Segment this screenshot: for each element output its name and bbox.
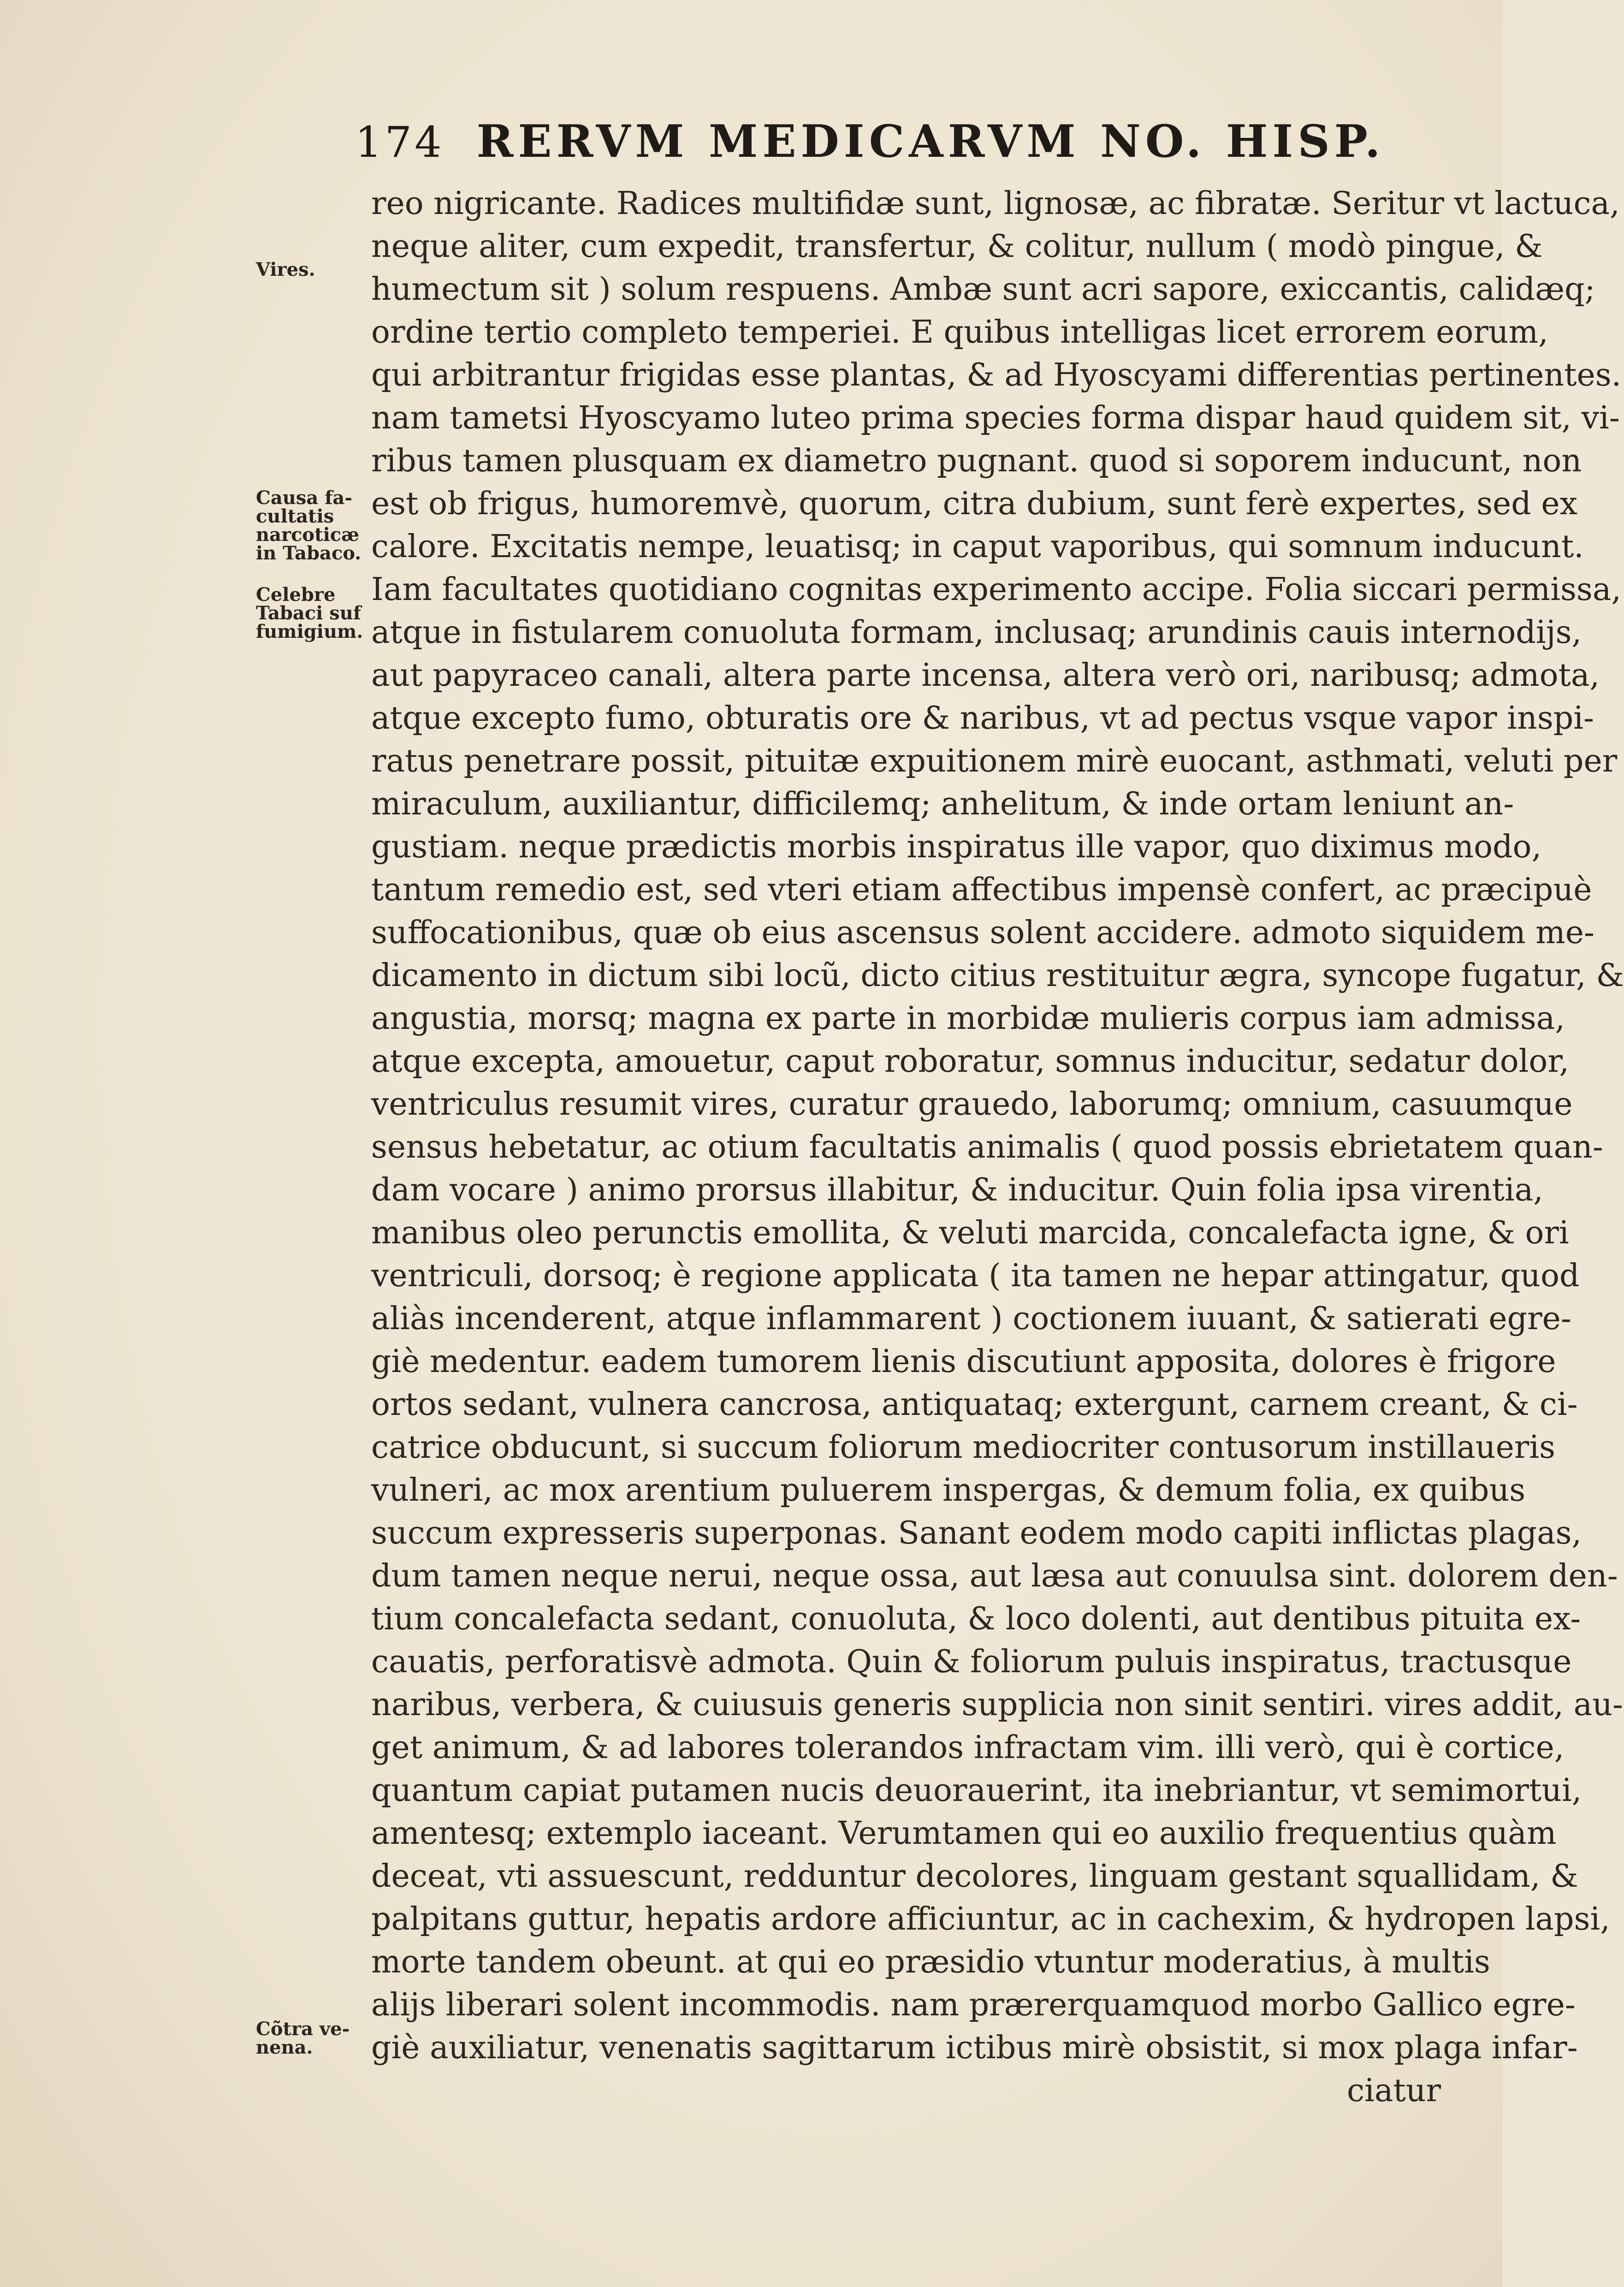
text-line: reo nigricante. Radices multifidæ sunt, lignosæ, ac fibratæ. Seritur vt lactuca, (371, 185, 1620, 222)
text-line: miraculum, auxiliantur, difficilemq; anhelitum, & inde ortam leniunt an- (371, 786, 1514, 822)
text-line: deceat, vti assuescunt, redduntur decolores, linguam gestant squallidam, & (371, 1858, 1578, 1895)
margin-note-celebre (256, 586, 371, 641)
text-line: ratus penetrare possit, pituitæ expuitionem mirè euocant, asthmati, veluti per (371, 743, 1618, 779)
text-line: humectum sit ) solum respuens. Ambæ sunt acri sapore, exiccantis, calidæq; (371, 271, 1595, 308)
text-line: atque excepta, amouetur, caput roboratur, somnus inducitur, sedatur dolor, (371, 1043, 1569, 1080)
margin-note-line: fumigium. (256, 621, 363, 642)
margin-note-contra-venena (256, 2020, 371, 2057)
margin-note-line: Tabaci suf (256, 602, 362, 624)
text-line: ortos sedant, vulnera cancrosa, antiquataq; extergunt, carnem creant, & ci- (371, 1386, 1578, 1423)
page-header (355, 115, 1385, 167)
text-line: catrice obducunt, si succum foliorum mediocriter contusorum instillaueris (371, 1429, 1555, 1466)
margin-note-line: nena. (256, 2037, 313, 2058)
text-line: dum tamen neque nerui, neque ossa, aut læsa aut conuulsa sint. dolorem den- (371, 1558, 1618, 1594)
text-line: amentesq; extemplo iaceant. Verumtamen qui eo auxilio frequentius quàm (371, 1815, 1557, 1852)
margin-note-vires (256, 261, 371, 279)
catchword: ciatur (1347, 2073, 1441, 2109)
text-line: aut papyraceo canali, altera parte incensa, altera verò ori, naribusq; admota, (371, 657, 1600, 694)
text-line: dicamento in dictum sibi locũ, dicto citius restituitur ægra, syncope fugatur, & (371, 957, 1624, 994)
margin-note-line: Cõtra ve- (256, 2018, 350, 2040)
text-line: quantum capiat putamen nucis deuorauerint, ita inebriantur, vt semimortui, (371, 1772, 1582, 1809)
text-line: gustiam. neque prædictis morbis inspiratus ille vapor, quo diximus modo, (371, 829, 1542, 865)
text-line: naribus, verbera, & cuiusuis generis supplicia non sinit sentiri. vires addit, au- (371, 1687, 1623, 1723)
text-line: get animum, & ad labores tolerandos infractam vim. illi verò, qui è cortice, (371, 1729, 1565, 1766)
text-line: morte tandem obeunt. at qui eo præsidio vtuntur moderatius, à multis (371, 1944, 1490, 1980)
text-line: alijs liberari solent incommodis. nam prærerquamquod morbo Gallico egre- (371, 1987, 1576, 2023)
text-line: Iam facultates quotidiano cognitas experimento accipe. Folia siccari permissa, (371, 571, 1621, 608)
text-line: ventriculi, dorsoq; è regione applicata ( ita tamen ne hepar attingatur, quod (371, 1258, 1580, 1294)
text-line: suffocationibus, quæ ob eius ascensus solent accidere. admoto siquidem me- (371, 915, 1594, 951)
margin-note-causa (256, 489, 371, 563)
text-line: palpitans guttur, hepatis ardore afficiuntur, ac in cachexim, & hydropen lapsi, (371, 1901, 1610, 1937)
text-line: ribus tamen plusquam ex diametro pugnant. quod si soporem inducunt, non (371, 443, 1582, 479)
text-line: nam tametsi Hyoscyamo luteo prima species forma dispar haud quidem sit, vi- (371, 400, 1620, 436)
body-text (371, 182, 1624, 2112)
text-line: atque in fistularem conuoluta formam, inclusaq; arundinis cauis internodijs, (371, 614, 1582, 651)
margin-note-line: Causa fa- (256, 487, 352, 509)
running-title: RERVM MEDICARVM NO. HISP. (476, 115, 1385, 167)
text-line: angustia, morsq; magna ex parte in morbidæ mulieris corpus iam admissa, (371, 1000, 1565, 1037)
margin-note-line: in Tabaco. (256, 542, 362, 564)
text-line: atque excepto fumo, obturatis ore & naribus, vt ad pectus vsque vapor inspi- (371, 700, 1594, 737)
text-line: giè medentur. eadem tumorem lienis discutiunt apposita, dolores è frigore (371, 1343, 1556, 1380)
text-line: calore. Excitatis nempe, leuatisq; in caput vaporibus, qui somnum inducunt. (371, 529, 1584, 565)
margin-note-line: narcoticæ (256, 524, 360, 546)
margin-note-line: Vires. (256, 259, 315, 280)
text-line: neque aliter, cum expedit, transfertur, & colitur, nullum ( modò pingue, & (371, 228, 1543, 265)
text-line: qui arbitrantur frigidas esse plantas, & ad Hyoscyami differentias pertinentes. (371, 357, 1622, 393)
text-line: ordine tertio completo temperiei. E quibus intelligas licet errorem eorum, (371, 314, 1548, 350)
text-line: manibus oleo perunctis emollita, & veluti marcida, concalefacta igne, & ori (371, 1215, 1569, 1251)
page-number: 174 (355, 118, 445, 167)
text-line: succum expresseris superponas. Sanant eodem modo capiti inflictas plagas, (371, 1515, 1582, 1551)
text-line: sensus hebetatur, ac otium facultatis animalis ( quod possis ebrietatem quan- (371, 1129, 1603, 1165)
margin-note-line: cultatis (256, 505, 334, 527)
text-line: tium concalefacta sedant, conuoluta, & loco dolenti, aut dentibus pituita ex- (371, 1601, 1581, 1637)
text-line: est ob frigus, humoremvè, quorum, citra dubium, sunt ferè expertes, sed ex (371, 486, 1578, 522)
text-line: giè auxiliatur, venenatis sagittarum ictibus mirè obsistit, si mox plaga infar- (371, 2030, 1578, 2066)
margin-note-line: Celebre (256, 584, 336, 606)
text-line: dam vocare ) animo prorsus illabitur, & inducitur. Quin folia ipsa virentia, (371, 1172, 1543, 1208)
text-line: cauatis, perforatisvè admota. Quin & foliorum puluis inspiratus, tractusque (371, 1644, 1572, 1680)
text-line: aliàs incenderent, atque inflammarent ) coctionem iuuant, & satierati egre- (371, 1301, 1571, 1337)
text-line: ventriculus resumit vires, curatur grauedo, laborumq; omnium, casuumque (371, 1086, 1573, 1123)
text-line: vulneri, ac mox arentium puluerem inspergas, & demum folia, ex quibus (371, 1472, 1526, 1509)
text-line: tantum remedio est, sed vteri etiam affectibus impensè confert, ac præcipuè (371, 872, 1592, 908)
